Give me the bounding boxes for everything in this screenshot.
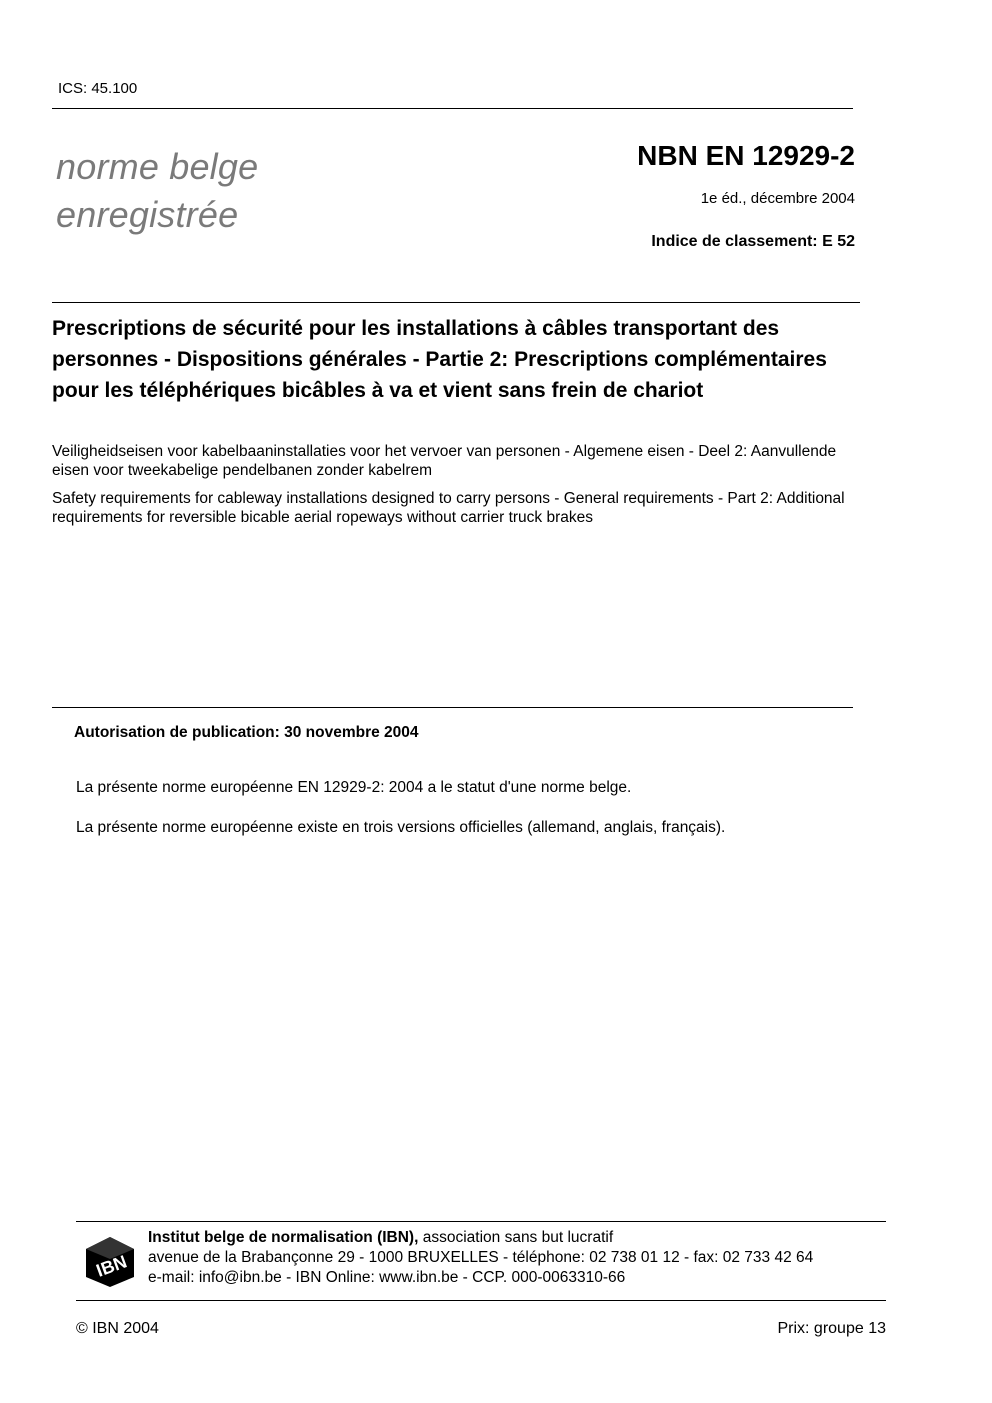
status-line-1: norme belge: [56, 146, 259, 187]
institute-address: avenue de la Brabançonne 29 - 1000 BRUXELLES - téléphone: 02 738 01 12 - fax: 02 733 42 64: [148, 1249, 814, 1266]
title-english: Safety requirements for cableway installations designed to carry persons - General requirements - Part 2: Additional requirements for reversible bicable aerial ropeways without carrier truck brakes: [52, 490, 845, 526]
title-french: Prescriptions de sécurité pour les installations à câbles transportant des personnes - Dispositions générales - Partie 2: Prescriptions complémentaires pour les téléphériques bicâbles à va et vient sans frein de chariot: [52, 317, 827, 402]
versions-paragraph: La présente norme européenne existe en trois versions officielles (allemand, anglais, français).: [76, 819, 726, 836]
copyright: © IBN 2004: [76, 1320, 159, 1337]
title-divider: [52, 302, 860, 303]
institute-name: Institut belge de normalisation (IBN),: [148, 1229, 419, 1246]
ics-code: ICS: 45.100: [58, 80, 138, 97]
edition-date: 1e éd., décembre 2004: [700, 190, 855, 207]
top-divider: [52, 108, 853, 109]
institute-line: [148, 1228, 813, 1248]
institute-block: [148, 1228, 813, 1288]
footer-bottom-divider: [76, 1300, 886, 1301]
classification-index: Indice de classement: E 52: [651, 233, 855, 250]
institute-type: association sans but lucratif: [422, 1229, 614, 1246]
document-status: [56, 143, 258, 239]
logo-text: IBN: [93, 1251, 130, 1281]
publication-authorisation: Autorisation de publication: 30 novembre 2004: [74, 724, 419, 741]
status-paragraph: La présente norme européenne EN 12929-2: 2004 a le statut d'une norme belge.: [76, 779, 632, 796]
price-group: Prix: groupe 13: [777, 1320, 886, 1337]
status-line-2: enregistrée: [56, 194, 239, 235]
ibn-logo: [84, 1235, 136, 1289]
footer-top-divider: [76, 1221, 886, 1222]
publication-divider: [52, 707, 853, 708]
title-dutch: Veiligheidseisen voor kabelbaaninstallaties voor het vervoer van personen - Algemene eisen - Deel 2: Aanvullende eisen voor tweekabelige pendelbanen zonder kabelrem: [52, 443, 837, 479]
institute-contact: e-mail: info@ibn.be - IBN Online: www.ibn.be - CCP. 000-0063310-66: [148, 1269, 626, 1286]
standard-number: NBN EN 12929-2: [637, 140, 855, 171]
